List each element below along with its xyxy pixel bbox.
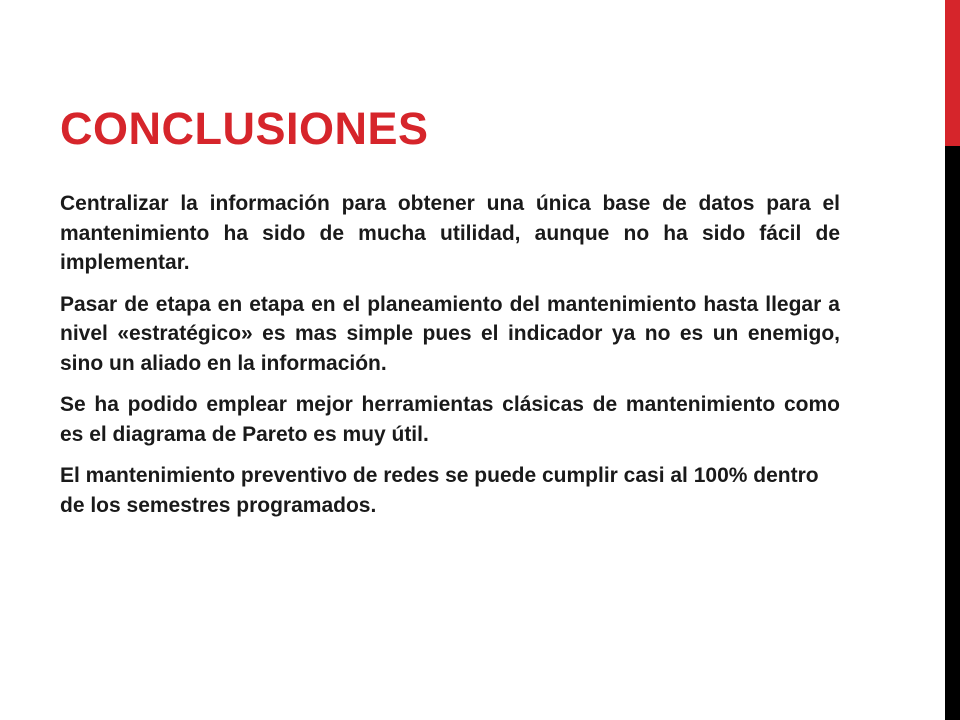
paragraph-1: Centralizar la información para obtener una única base de datos para el mantenimiento ha sido de mucha utilidad, aunque no ha sido fácil de implementar. (60, 192, 840, 274)
paragraph-3: Se ha podido emplear mejor herramientas clásicas de mantenimiento como es el diagrama de Pareto es muy útil. (60, 393, 840, 446)
paragraph-2: Pasar de etapa en etapa en el planeamiento del mantenimiento hasta llegar a nivel «estratégico» es mas simple pues el indicador ya no es un enemigo, sino un aliado en la información. (60, 292, 840, 375)
slide-body (60, 189, 840, 532)
side-accent-bar (945, 0, 960, 720)
side-accent-red (945, 0, 960, 146)
side-accent-black (945, 146, 960, 720)
slide-title: CONCLUSIONES (60, 103, 429, 154)
paragraph-4: El mantenimiento preventivo de redes se puede cumplir casi al 100% dentro de los semestres programados. (60, 464, 819, 517)
